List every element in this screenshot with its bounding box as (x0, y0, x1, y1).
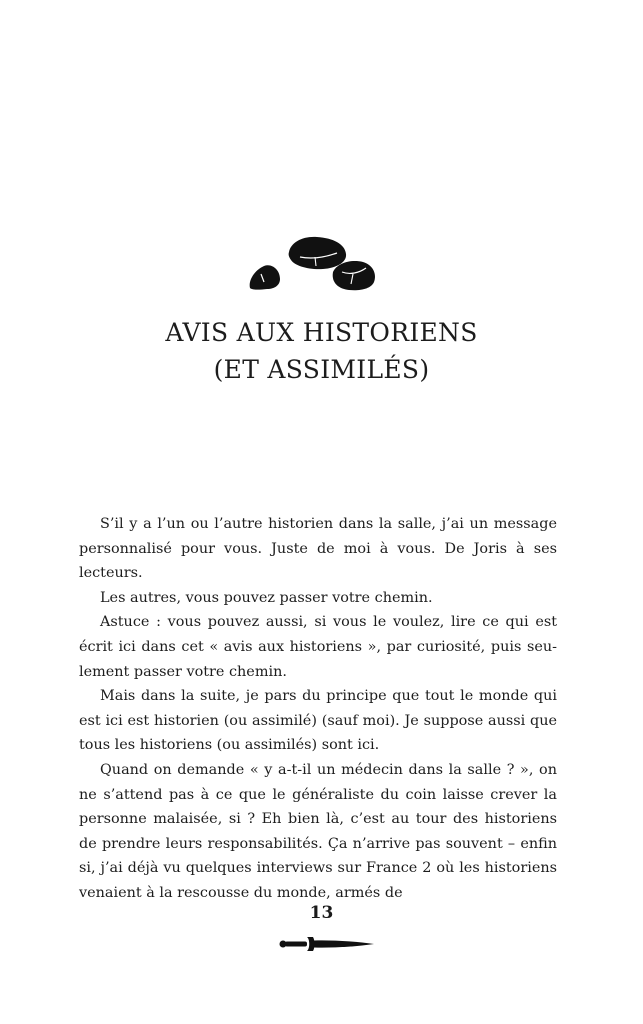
paragraph: Les autres, vous pouvez passer votre chemin. (100, 589, 433, 606)
dagger-icon (279, 933, 375, 955)
chapter-title-line-2: (ET ASSIMILÉS) (213, 355, 430, 384)
paragraph: Mais dans la suite, je pars du principe que tout le monde qui est ici est historien (ou assimilé) (sauf moi). Je suppose aussi que tous les historiens (ou assimilés) sont ici. (79, 688, 557, 754)
paragraph: Astuce : vous pouvez aussi, si vous le voulez, lire ce qui est écrit ici dans cet « avis aux historiens », par curiosité, puis seulement passer votre chemin. (79, 614, 557, 680)
stones-icon (245, 232, 380, 294)
page-number: 13 (309, 903, 334, 923)
body-text (79, 512, 557, 906)
paragraph: Quand on demande « y a-t-il un médecin dans la salle ? », on ne s’attend pas à ce que le généraliste du coin laisse crever la personne malaisée, si ? Eh bien là, c’est au tour des historiens de prendre leurs responsabilités. Ça n’arrive pas souvent – enfin si, j’ai déjà vu quelques interviews sur France 2 où les historiens venaient à la rescousse du monde, armés de (79, 761, 557, 901)
chapter-title-line-1: AVIS AUX HISTORIENS (165, 318, 478, 347)
paragraph: S’il y a l’un ou l’autre historien dans la salle, j’ai un message personnalisé pour vous. Juste de moi à vous. De Joris à ses lecteurs. (79, 516, 557, 582)
